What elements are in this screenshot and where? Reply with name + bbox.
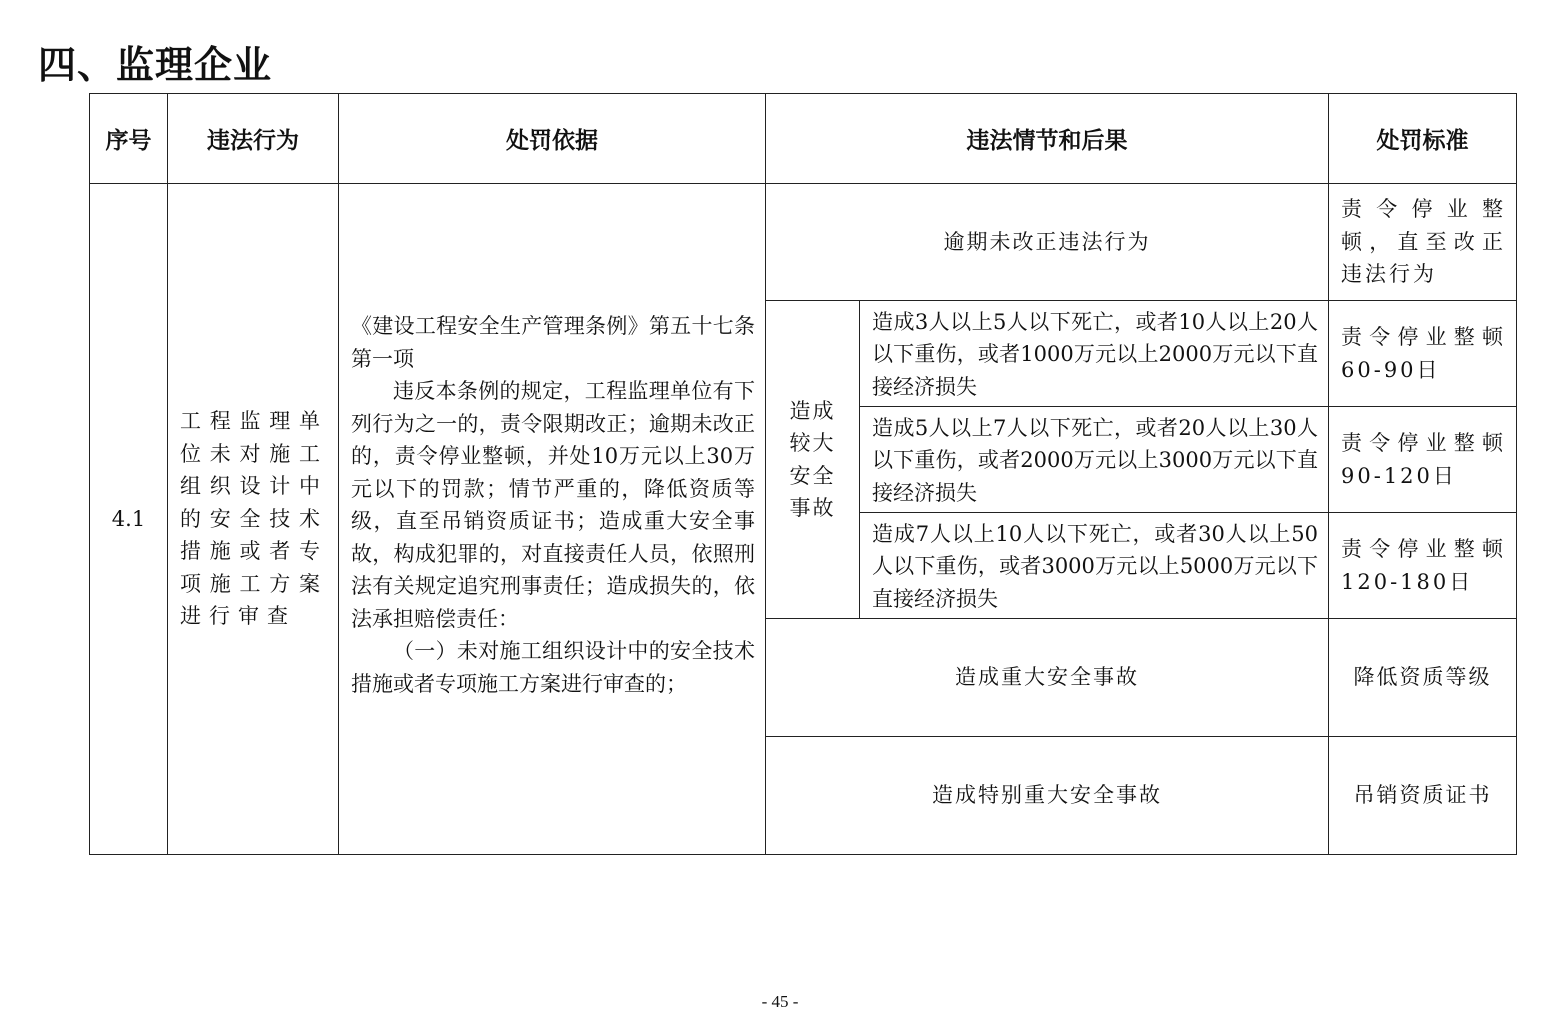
standard-cell: 降低资质等级 <box>1329 619 1517 737</box>
circumstance-cell: 造成3人以上5人以下死亡，或者10人以上20人以下重伤，或者1000万元以上2000万元以下直接经济损失 <box>860 301 1329 407</box>
sub-group-label: 造成较大安全事故 <box>766 301 860 619</box>
standard-cell: 责令停业整顿90-120日 <box>1329 407 1517 513</box>
circumstance-cell: 逾期未改正违法行为 <box>766 184 1329 301</box>
header-circumstance: 违法情节和后果 <box>766 94 1329 184</box>
table-row <box>90 184 1517 301</box>
standard-cell: 责令停业整顿60-90日 <box>1329 301 1517 407</box>
section-title: 四、监理企业 <box>38 43 273 87</box>
page-number: - 45 - <box>761 992 799 1011</box>
standard-cell: 责令停业整顿，直至改正违法行为 <box>1329 184 1517 301</box>
standard-cell: 责令停业整顿120-180日 <box>1329 513 1517 619</box>
violation-act: 工程监理单位未对施工组织设计中的安全技术措施或者专项施工方案进行审查 <box>168 184 339 855</box>
header-no: 序号 <box>90 94 168 184</box>
table-header-row <box>90 94 1517 184</box>
header-basis: 处罚依据 <box>339 94 766 184</box>
circumstance-cell: 造成特别重大安全事故 <box>766 737 1329 855</box>
circumstance-cell: 造成5人以上7人以下死亡，或者20人以上30人以下重伤，或者2000万元以上3000万元以下直接经济损失 <box>860 407 1329 513</box>
row-number: 4.1 <box>90 184 168 855</box>
circumstance-cell: 造成重大安全事故 <box>766 619 1329 737</box>
header-standard: 处罚标准 <box>1329 94 1517 184</box>
circumstance-cell: 造成7人以上10人以下死亡，或者30人以上50人以下重伤，或者3000万元以上5000万元以下直接经济损失 <box>860 513 1329 619</box>
header-act: 违法行为 <box>168 94 339 184</box>
penalty-basis <box>339 184 766 855</box>
basis-provision: 违反本条例的规定，工程监理单位有下列行为之一的，责令限期改正；逾期未改正的，责令停业整顿，并处10万元以上30万元以下的罚款；情节严重的，降低资质等级，直至吊销资质证书；造成重大安全事故，构成犯罪的，对直接责任人员，依照刑法有关规定追究刑事责任；造成损失的，依法承担赔偿责任： <box>351 379 755 631</box>
penalty-table <box>89 93 1517 855</box>
standard-cell: 吊销资质证书 <box>1329 737 1517 855</box>
basis-citation: 《建设工程安全生产管理条例》第五十七条第一项 <box>351 314 755 371</box>
basis-item: （一）未对施工组织设计中的安全技术措施或者专项施工方案进行审查的； <box>351 639 755 696</box>
